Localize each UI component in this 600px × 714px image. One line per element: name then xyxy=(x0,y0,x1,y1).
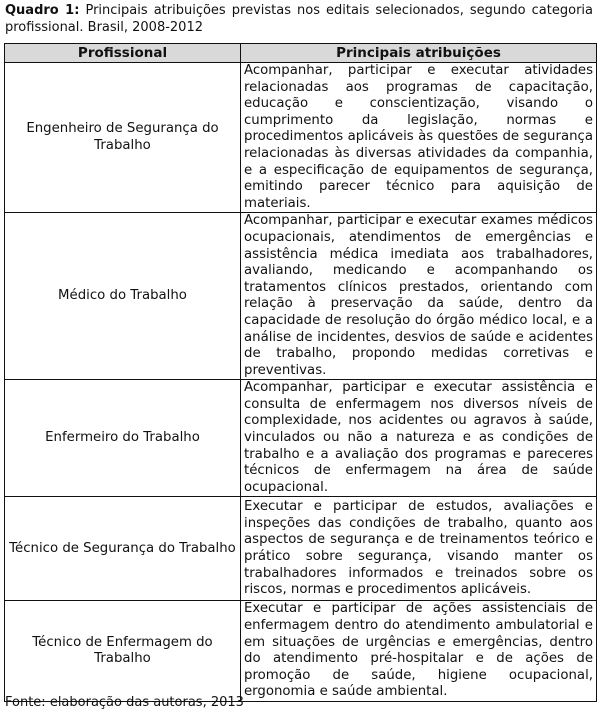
cell-profissional: Engenheiro de Segurança do Trabalho xyxy=(5,63,241,213)
caption-label: Quadro 1: xyxy=(5,3,80,18)
cell-profissional: Enfermeiro do Trabalho xyxy=(5,380,241,497)
cell-atribuicoes: Acompanhar, participar e executar assistência e consulta de enfermagem nos diversos níveis de complexidade, nos acidentes ou agravos à saúde, vinculados ou não a natureza e as condições de trabalho e a avaliação dos programas e pareceres técnicos de enfermagem na área de saúde ocupacional. xyxy=(241,380,597,497)
attributions-table xyxy=(4,43,597,702)
source-note: Fonte: elaboração das autoras, 2013 xyxy=(5,695,244,710)
header-atribuicoes: Principais atribuições xyxy=(241,44,597,63)
cell-atribuicoes: Executar e participar de ações assistenciais de enfermagem dentro do atendimento ambulatorial e em situações de urgências e emergências, dentro do atendimento pré-hospitalar e de ações de promoção de saúde, higiene ocupacional, ergonomia e saúde ambiental. xyxy=(241,601,597,702)
table-row xyxy=(5,497,597,601)
header-profissional: Profissional xyxy=(5,44,241,63)
cell-atribuicoes: Acompanhar, participar e executar atividades relacionadas aos programas de capacitação, educação e conscientização, visando o cumprimento da legislação, normas e procedimentos aplicáveis às questões de segurança relacionadas às diversas atividades da companhia, e a especificação de equipamentos de segurança, emitindo parecer técnico para aquisição de materiais. xyxy=(241,63,597,213)
cell-atribuicoes: Executar e participar de estudos, avaliações e inspeções das condições de trabalho, quanto aos aspectos de segurança e de treinamentos teórico e prático sobre segurança, visando manter os trabalhadores informados e treinados sobre os riscos, normas e procedimentos aplicáveis. xyxy=(241,497,597,601)
cell-profissional: Técnico de Enfermagem do Trabalho xyxy=(5,601,241,702)
caption-text: Principais atribuições previstas nos editais selecionados, segundo categoria profissional. Brasil, 2008-2012 xyxy=(5,3,593,35)
table-row xyxy=(5,380,597,497)
cell-profissional: Técnico de Segurança do Trabalho xyxy=(5,497,241,601)
table-caption xyxy=(5,2,593,36)
table-header-row xyxy=(5,44,597,63)
table-row xyxy=(5,213,597,380)
cell-atribuicoes: Acompanhar, participar e executar exames médicos ocupacionais, atendimentos de emergências e assistência médica imediata aos trabalhadores, avaliando, medicando e acompanhando os tratamentos clínicos prestados, orientando com relação à preservação da saúde, dentro da capacidade de resolução do órgão médico local, e a análise de incidentes, desvios de saúde e acidentes de trabalho, propondo medidas corretivas e preventivas. xyxy=(241,213,597,380)
table-row xyxy=(5,601,597,702)
cell-profissional: Médico do Trabalho xyxy=(5,213,241,380)
table-row xyxy=(5,63,597,213)
